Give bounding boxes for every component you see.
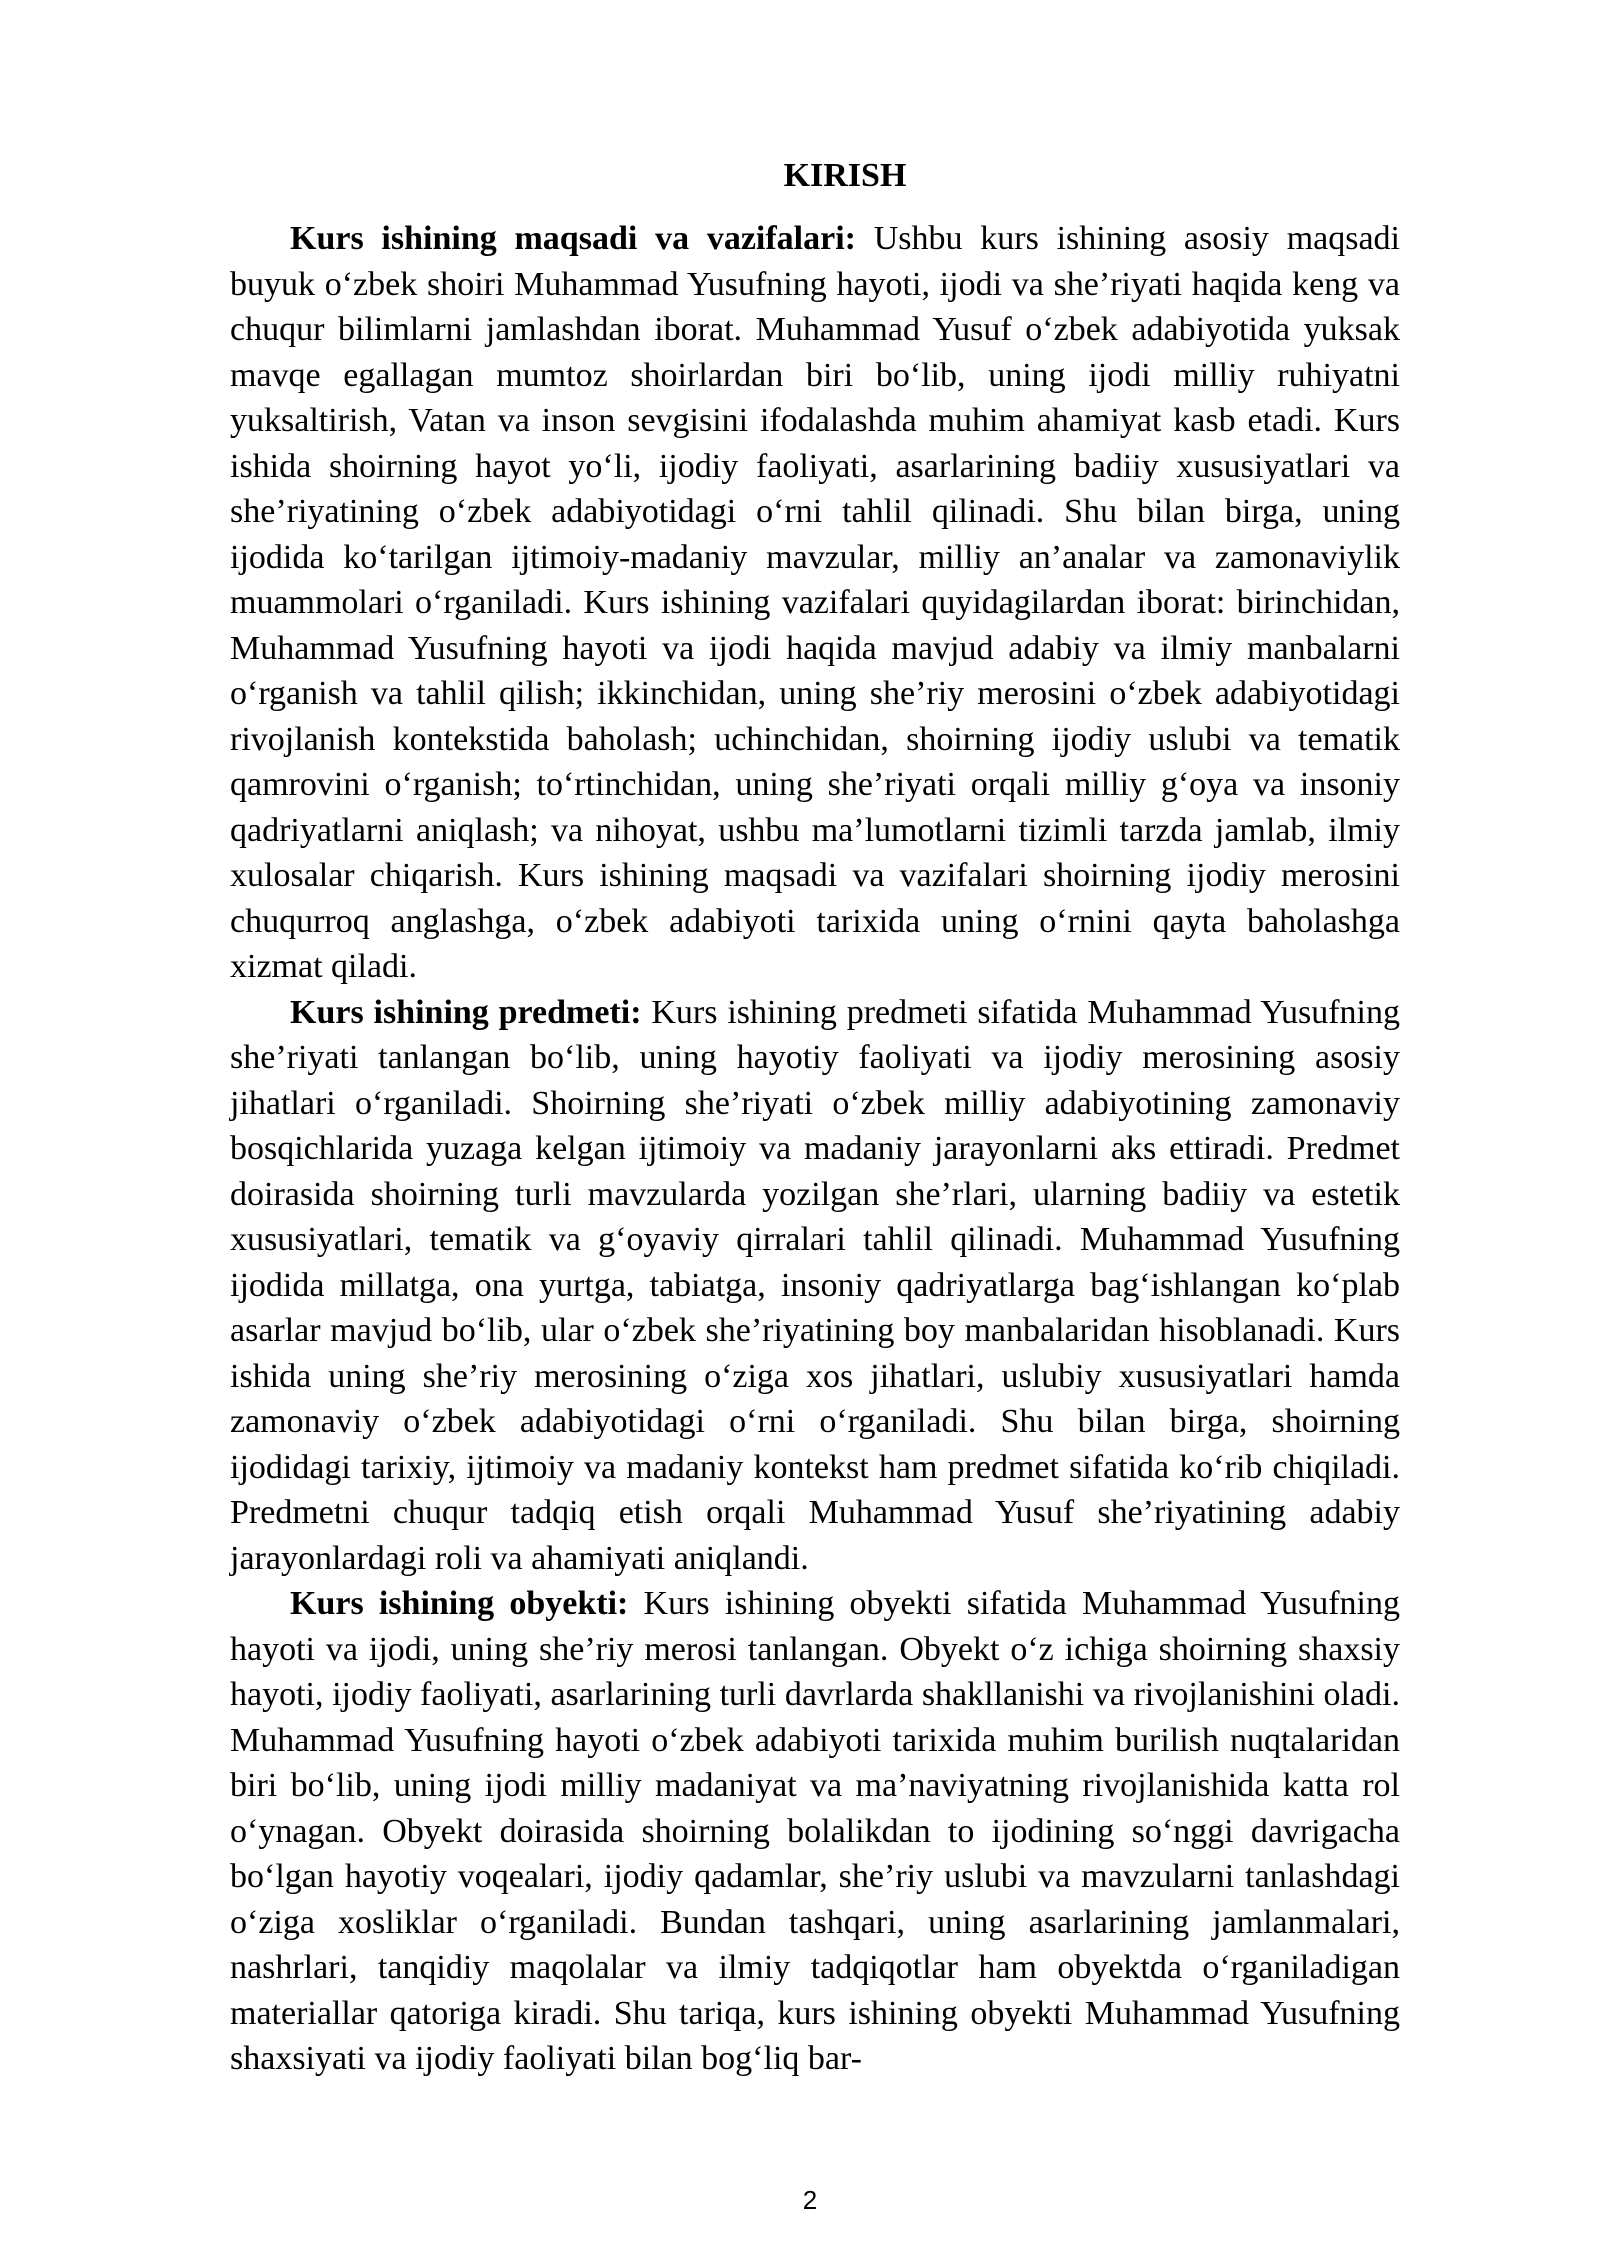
document-page bbox=[230, 150, 1400, 2082]
section-goals-heading: Kurs ishining maqsadi va vazifalari: bbox=[290, 220, 856, 257]
section-object-text: Kurs ishining obyekti sifatida Muhammad Yusufning hayoti va ijodi, uning she’riy merosi tanlangan. Obyekt o‘z ichiga shoirning shaxsiy hayoti, ijodiy faoliyati, asarlarining turli davrlarda shakllanishi va rivojlanishini oladi. Muhammad Yusufning hayoti o‘zbek adabiyoti tarixida muhim burilish nuqtalaridan biri bo‘lib, uning ijodi milliy madaniyat va ma’naviyatning rivojlanishida katta rol o‘ynagan. Obyekt doirasida shoirning bolalikdan to ijodining so‘nggi davrigacha bo‘lgan hayotiy voqealari, ijodiy qadamlar, she’riy uslubi va mavzularni tanlashdagi o‘ziga xosliklar o‘rganiladi. Bundan tashqari, uning asarlarining jamlanmalari, nashrlari, tanqidiy maqolalar va ilmiy tadqiqotlar ham obyektda o‘rganiladigan materiallar qatoriga kiradi. Shu tariqa, kurs ishining obyekti Muhammad Yusufning shaxsiyati va ijodiy faoliyati bilan bog‘liq bar- bbox=[230, 1585, 1400, 2077]
section-subject-text: Kurs ishining predmeti sifatida Muhammad Yusufning she’riyati tanlangan bo‘lib, uning hayotiy faoliyati va ijodiy merosining asosiy jihatlari o‘rganiladi. Shoirning she’riyati o‘zbek milliy adabiyotining zamonaviy bosqichlarida yuzaga kelgan ijtimoiy va madaniy jarayonlarni aks ettiradi. Predmet doirasida shoirning turli mavzularda yozilgan she’rlari, ularning badiiy va estetik xususiyatlari, tematik va g‘oyaviy qirralari tahlil qilinadi. Muhammad Yusufning ijodida millatga, ona yurtga, tabiatga, insoniy qadriyatlarga bag‘ishlangan ko‘plab asarlar mavjud bo‘lib, ular o‘zbek she’riyatining boy manbalaridan hisoblanadi. Kurs ishida uning she’riy merosining o‘ziga xos jihatlari, uslubiy xususiyatlari hamda zamonaviy o‘zbek adabiyotidagi o‘rni o‘rganiladi. Shu bilan birga, shoirning ijodidagi tarixiy, ijtimoiy va madaniy kontekst ham predmet sifatida ko‘rib chiqiladi. Predmetni chuqur tadqiq etish orqali Muhammad Yusuf she’riyatining adabiy jarayonlardagi roli va ahamiyati aniqlandi. bbox=[230, 993, 1400, 1577]
section-subject-paragraph bbox=[230, 990, 1400, 1582]
section-object-paragraph bbox=[230, 1581, 1400, 2082]
section-goals-paragraph bbox=[230, 216, 1400, 990]
page-title: KIRISH bbox=[783, 157, 907, 194]
section-goals-text: Ushbu kurs ishining asosiy maqsadi buyuk o‘zbek shoiri Muhammad Yusufning hayoti, ijodi va she’riyati haqida keng va chuqur bilimlarni jamlashdan iborat. Muhammad Yusuf o‘zbek adabiyotida yuksak mavqe egallagan mumtoz shoirlardan biri bo‘lib, uning ijodi milliy ruhiyatni yuksaltirish, Vatan va inson sevgisini ifodalashda muhim ahamiyat kasb etadi. Kurs ishida shoirning hayot yo‘li, ijodiy faoliyati, asarlarining badiiy xususiyatlari va she’riyatining o‘zbek adabiyotidagi o‘rni tahlil qilinadi. Shu bilan birga, uning ijodida ko‘tarilgan ijtimoiy-madaniy mavzular, milliy an’analar va zamonaviylik muammolari o‘rganiladi. Kurs ishining vazifalari quyidagilardan iborat: birinchidan, Muhammad Yusufning hayoti va ijodi haqida mavjud adabiy va ilmiy manbalarni o‘rganish va tahlil qilish; ikkinchidan, uning she’riy merosini o‘zbek adabiyotidagi rivojlanish kontekstida baholash; uchinchidan, shoirning ijodiy uslubi va tematik qamrovini o‘rganish; to‘rtinchidan, uning she’riyati orqali milliy g‘oya va insoniy qadriyatlarni aniqlash; va nihoyat, ushbu ma’lumotlarni tizimli tarzda jamlab, ilmiy xulosalar chiqarish. Kurs ishining maqsadi va vazifalari shoirning ijodiy merosini chuqurroq anglashga, o‘zbek adabiyoti tarixida uning o‘rnini qayta baholashga xizmat qiladi. bbox=[230, 220, 1400, 985]
section-subject-heading: Kurs ishining predmeti: bbox=[290, 993, 642, 1031]
section-object-heading: Kurs ishining obyekti: bbox=[290, 1585, 629, 1622]
page-number: 2 bbox=[802, 2185, 818, 2215]
